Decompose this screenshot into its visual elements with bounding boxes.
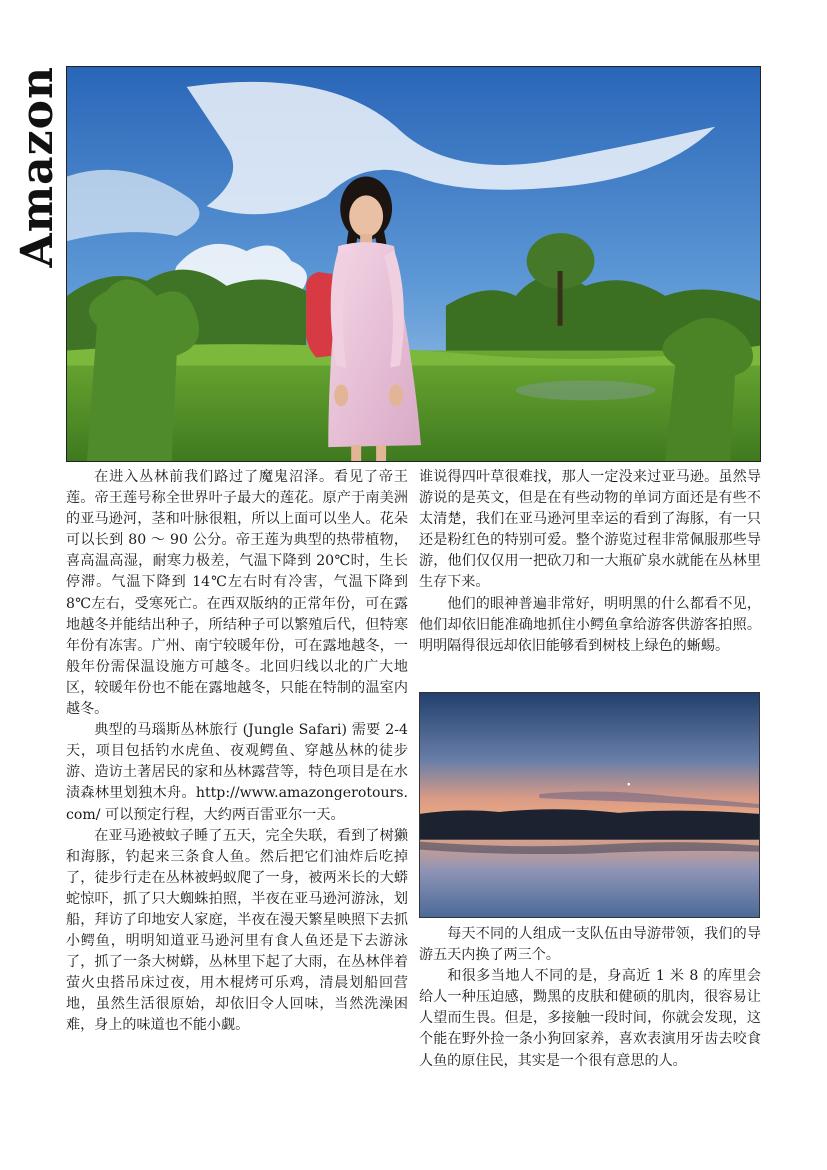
paragraph-four-leaf-clover: 谁说得四叶草很难找，那人一定没来过亚马逊。虽然导游说的是英文，但是在有些动物的单词方面还是有些不太清楚，我们在亚马逊河里幸运的看到了海豚，有一只还是粉红色的特别可爱。整个游览过程非常佩服那些导游，他们仅仅用一把砍刀和一大瓶矿泉水就能在丛林里生存下来。 <box>419 469 761 591</box>
sunset-river-photo <box>419 692 760 918</box>
paragraph-five-days: 在亚马逊被蚊子睡了五天，完全失联，看到了树獭和海豚，钓起来三条食人鱼。然后把它们油炸后吃掉了，徒步行走在丛林被蚂蚁爬了一身，被两米长的大蟒蛇惊吓，抓了只大蜘蛛拍照，半夜在亚马逊河游泳，划船，拜访了印地安人家庭，半夜在漫天繁星映照下去抓小鳄鱼，明明知道亚马逊河里有食人鱼还是下去游泳了，抓了一条大树蟒，丛林里下起了大雨，在丛林伴着萤火虫搭吊床过夜，用木棍烤可乐鸡，清晨划船回营地，虽然生活很原始，却依旧令人回味，当然洗澡困难，身上的味道也不能小觑。 <box>66 827 408 1034</box>
right-text-column-top <box>419 467 761 657</box>
paragraph-guide-team: 每天不同的人组成一支队伍由导游带领，我们的导游五天内换了两三个。 <box>419 926 761 964</box>
left-text-column <box>66 467 408 1037</box>
paragraph-victoria-lily: 在进入丛林前我们路过了魔鬼沼泽。看见了帝王莲。帝王莲号称全世界叶子最大的莲花。原产于南美洲的亚马逊河，茎和叶脉很粗，所以上面可以坐人。花朵可以长到 80 ～ 90 公分。帝王莲为典型的热带植物，喜高温高湿，耐寒力极差，气温下降到 20℃时，生长停滞。气温下降到 14℃左右时有冷害，气温下降到 8℃左右，受寒死亡。在西双版纳的正常年份，可在露地越冬并能结出种子，所结种子可以繁殖后代，但特寒年份有冻害。广州、南宁较暖年份，可在露地越冬，一般年份需保温设施方可越冬。北回归线以北的广大地区，较暖年份也不能在露地越冬，只能在特制的温室内越冬。 <box>66 469 408 718</box>
side-title-text: Amazon <box>12 66 63 268</box>
side-title <box>14 66 62 306</box>
paragraph-jungle-safari: 典型的马瑙斯丛林旅行 (Jungle Safari) 需要 2-4 天，项目包括钓水虎鱼、夜观鳄鱼、穿越丛林的徒步游、造访土著居民的家和丛林露营等，特色项目是在水渍森林里划独木舟。http://www.amazongerotours.com/ 可以预定行程，大约两百雷亚尔一天。 <box>66 722 408 823</box>
hero-photo-girl-in-jungle <box>66 66 761 462</box>
right-text-column-bottom <box>419 924 761 1072</box>
paragraph-guides-eyesight: 他们的眼神普遍非常好，明明黑的什么都看不见，他们却依旧能准确地抓住小鳄鱼拿给游客供游客拍照。明明隔得很远却依旧能够看到树枝上绿色的蜥蜴。 <box>419 595 761 654</box>
hero-illustration <box>67 67 760 461</box>
sunset-illustration <box>420 693 759 917</box>
paragraph-local-guide: 和很多当地人不同的是，身高近 1 米 8 的库里会给人一种压迫感，黝黑的皮肤和健硕的肌肉，很容易让人望而生畏。但是，多接触一段时间，你就会发现，这个能在野外捡一条小狗回家养，喜欢表演用牙齿去咬食人鱼的原住民，其实是一个很有意思的人。 <box>419 968 761 1069</box>
